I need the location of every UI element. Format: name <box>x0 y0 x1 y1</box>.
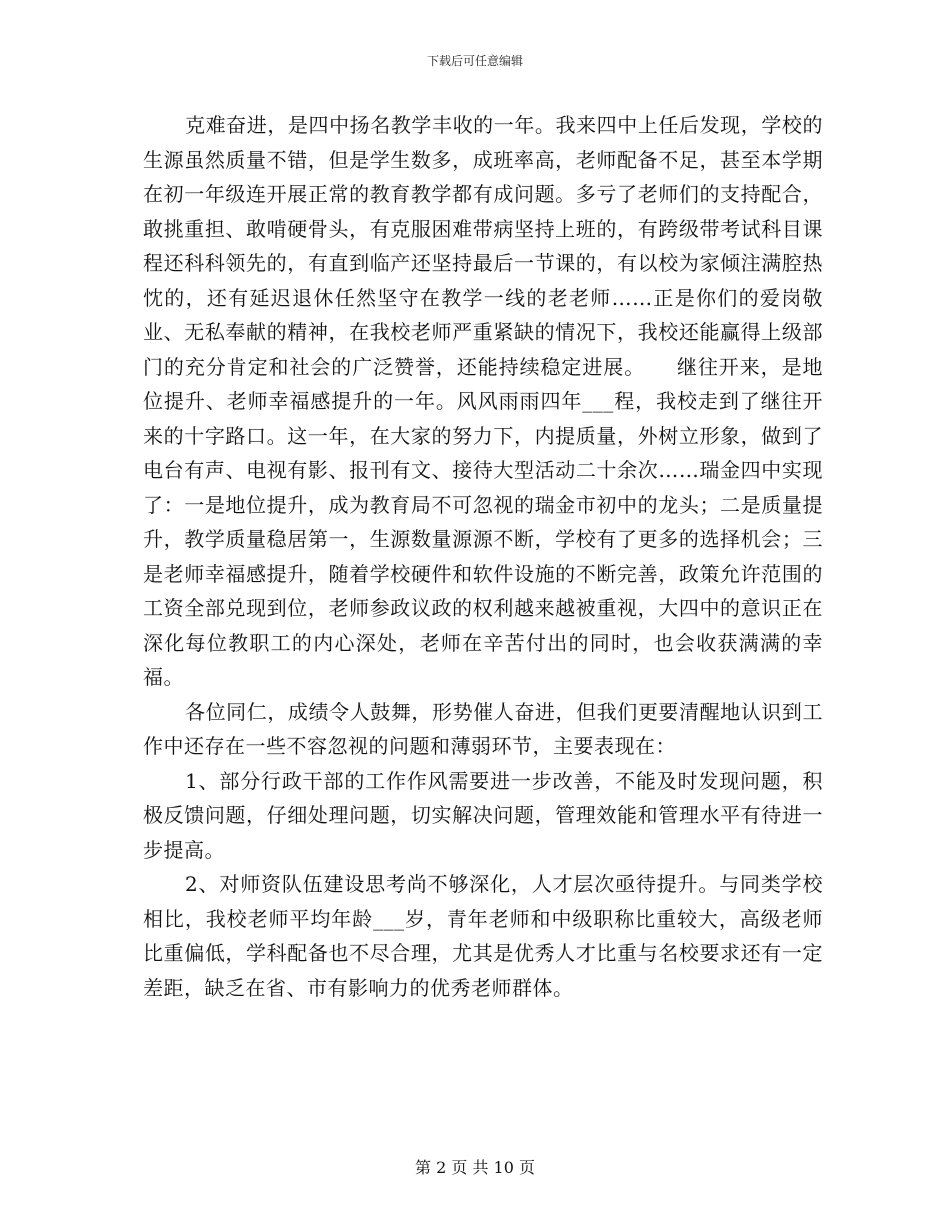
paragraph-achievements: 克难奋进，是四中扬名教学丰收的一年。我来四中上任后发现，学校的生源虽然质量不错，但是学生数多，成班率高，老师配备不足，甚至本学期在初一年级连开展正常的教育教学都有成问题。多亏了老师们的支持配合，敢挑重担、敢啃硬骨头，有克服困难带病坚持上班的，有跨级带考试科目课程还科科领先的，有直到临产还坚持最后一节课的，有以校为家倾注满腔热忱的，还有延迟退休任然坚守在教学一线的老老师……正是你们的爱岗敬业、无私奉献的精神，在我校老师严重紧缺的情况下，我校还能赢得上级部门的充分肯定和社会的广泛赞誉，还能持续稳定进展。 继往开来，是地位提升、老师幸福感提升的一年。风风雨雨四年___程，我校走到了继往开来的十字路口。这一年，在大家的努力下，内提质量，外树立形象，做到了电台有声、电视有影、报刊有文、接待大型活动二十余次……瑞金四中实现了：一是地位提升，成为教育局不可忽视的瑞金市初中的龙头；二是质量提升，教学质量稳居第一，生源数量源源不断，学校有了更多的选择机会；三是老师幸福感提升，随着学校硬件和软件设施的不断完善，政策允许范围的工资全部兑现到位，老师参政议政的权利越来越被重视，大四中的意识正在深化每位教职工的内心深处，老师在辛苦付出的同时，也会收获满满的幸福。 <box>143 113 823 689</box>
paragraph-problem-2: 2、对师资队伍建设思考尚不够深化，人才层次亟待提升。与同类学校相比，我校老师平均年龄___岁，青年老师和中级职称比重较大，高级老师比重偏低，学科配备也不尽合理，尤其是优秀人才比重与名校要求还有一定差距，缺乏在省、市有影响力的优秀老师群体。 <box>143 872 823 1000</box>
paragraph-problem-1: 1、部分行政干部的工作作风需要进一步改善，不能及时发现问题，积极反馈问题，仔细处理问题，切实解决问题，管理效能和管理水平有待进一步提高。 <box>143 768 823 862</box>
paragraph-problems-intro: 各位同仁，成绩令人鼓舞，形势催人奋进，但我们更要清醒地认识到工作中还存在一些不容忽视的问题和薄弱环节，主要表现在： <box>143 699 823 758</box>
page-footer: 第 2 页 共 10 页 <box>415 1158 535 1177</box>
page-header: 下载后可任意编辑 <box>426 54 523 68</box>
document-body <box>143 108 823 1005</box>
